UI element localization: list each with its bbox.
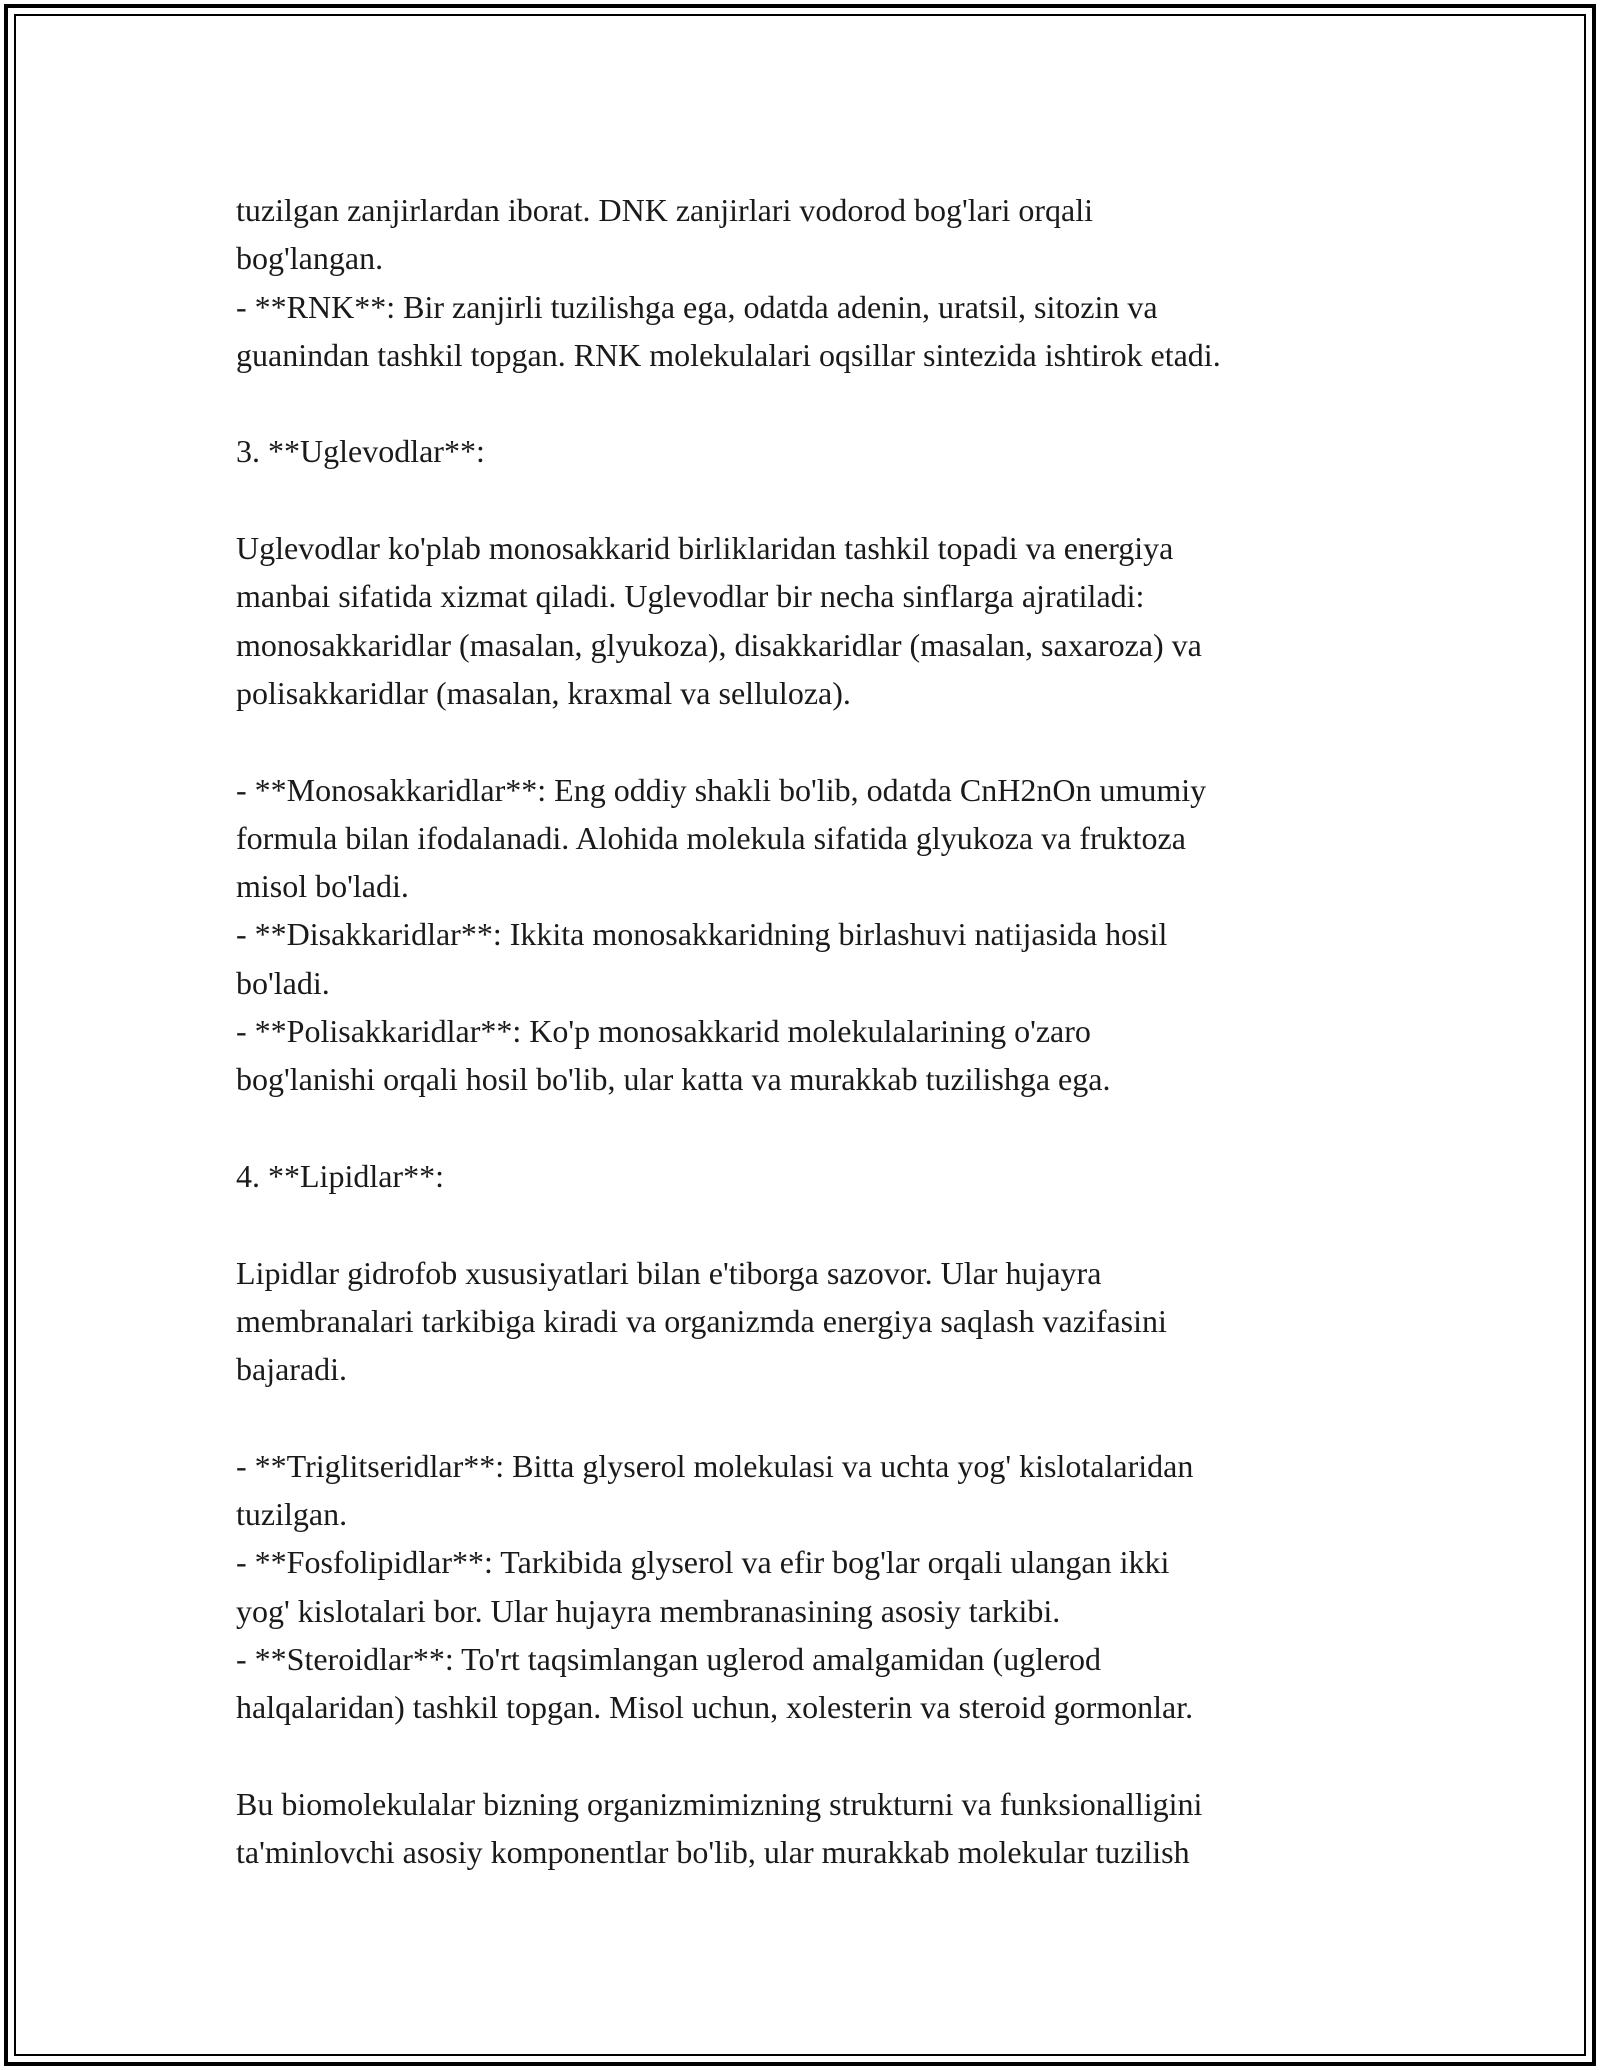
text-line: tuzilgan zanjirlardan iborat. DNK zanjirlari vodorod bog'lari orqali <box>236 192 1094 228</box>
text-line: - **Triglitseridlar**: Bitta glyserol molekulasi va uchta yog' kislotalaridan <box>236 1447 1194 1484</box>
text-line: halqalaridan) tashkil topgan. Misol uchun, xolesterin va steroid gormonlar. <box>236 1689 1194 1726</box>
text-line: bajaradi. <box>236 1351 348 1388</box>
text-line: bo'ladi. <box>236 964 330 1001</box>
text-line: membranalari tarkibiga kiradi va organizmda energiya saqlash vazifasini <box>236 1302 1167 1339</box>
text-line: - **Monosakkaridlar**: Eng oddiy shakli bo'lib, odatda CnH2nOn umumiy <box>236 771 1207 808</box>
paragraph-gap <box>236 1393 1386 1441</box>
section-heading <box>236 427 1386 475</box>
text-line: guanindan tashkil topgan. RNK molekulalari oqsillar sintezida ishtirok etadi. <box>236 336 1221 373</box>
paragraph-gap <box>236 1200 1386 1248</box>
section-heading <box>236 1152 1386 1200</box>
text-line: misol bo'ladi. <box>236 868 409 905</box>
text-line: manbai sifatida xizmat qiladi. Uglevodlar bir necha sinflarga ajratiladi: <box>236 578 1145 615</box>
paragraph <box>236 1780 1386 1877</box>
paragraph <box>236 186 1386 379</box>
paragraph-gap <box>236 1104 1386 1152</box>
paragraph-gap <box>236 476 1386 524</box>
text-line: Lipidlar gidrofob xususiyatlari bilan e'tiborga sazovor. Ular hujayra <box>236 1254 1102 1291</box>
paragraph-gap <box>236 717 1386 765</box>
paragraph-gap <box>236 1732 1386 1780</box>
document-body <box>236 186 1386 1876</box>
text-line: 4. **Lipidlar**: <box>236 1157 444 1194</box>
paragraph <box>236 1249 1386 1394</box>
paragraph-gap <box>236 379 1386 427</box>
text-line: 3. **Uglevodlar**: <box>236 433 485 470</box>
text-line: bog'langan. <box>236 240 384 277</box>
text-line: ta'minlovchi asosiy komponentlar bo'lib, ular murakkab molekular tuzilish <box>236 1834 1190 1871</box>
text-line: tuzilgan. <box>236 1496 348 1533</box>
paragraph <box>236 524 1386 717</box>
paragraph <box>236 1442 1386 1732</box>
text-line: - **Fosfolipidlar**: Tarkibida glyserol va efir bog'lar orqali ulangan ikki <box>236 1544 1170 1581</box>
text-line: formula bilan ifodalanadi. Alohida molekula sifatida glyukoza va fruktoza <box>236 819 1186 856</box>
text-line: - **RNK**: Bir zanjirli tuzilishga ega, odatda adenin, uratsil, sitozin va <box>236 288 1158 325</box>
text-line: yog' kislotalari bor. Ular hujayra membranasining asosiy tarkibi. <box>236 1592 1061 1629</box>
text-line: - **Steroidlar**: To'rt taqsimlangan uglerod amalgamidan (uglerod <box>236 1640 1101 1677</box>
text-line: - **Disakkaridlar**: Ikkita monosakkaridning birlashuvi natijasida hosil <box>236 916 1168 953</box>
text-line: polisakkaridlar (masalan, kraxmal va selluloza). <box>236 674 851 711</box>
paragraph <box>236 766 1386 1104</box>
text-line: Bu biomolekulalar bizning organizmimizning strukturni va funksionalligini <box>236 1785 1203 1822</box>
text-line: - **Polisakkaridlar**: Ko'p monosakkarid molekulalarining o'zaro <box>236 1013 1091 1050</box>
text-line: Uglevodlar ko'plab monosakkarid birliklaridan tashkil topadi va energiya <box>236 530 1174 567</box>
text-line: monosakkaridlar (masalan, glyukoza), disakkaridlar (masalan, saxaroza) va <box>236 626 1202 663</box>
text-line: bog'lanishi orqali hosil bo'lib, ular katta va murakkab tuzilishga ega. <box>236 1061 1111 1098</box>
